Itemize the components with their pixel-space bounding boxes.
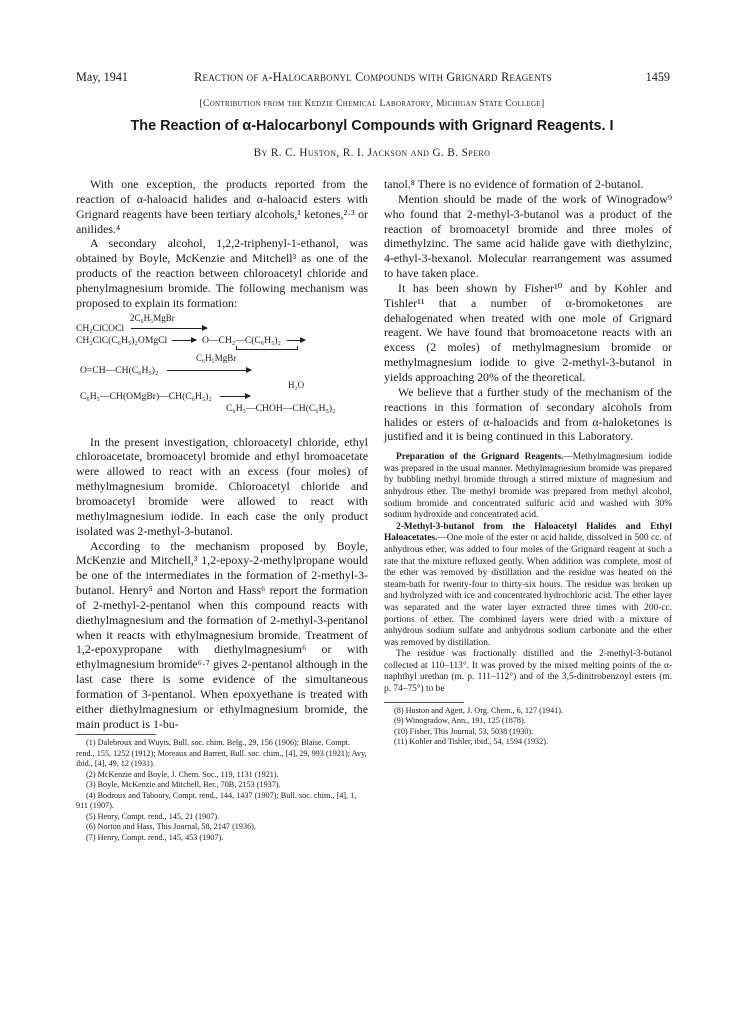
experimental-section: [384, 452, 672, 695]
reaction-arrow: [220, 396, 250, 397]
reaction-arrow: [172, 340, 196, 341]
paragraph: According to the mechanism proposed by Boyle, McKenzie and Mitchell,³ 1,2-epoxy-2-methylpropane would be one of the intermediates in the formation of 2-methyl-3-butanol. Henry⁵ and Norton and Hass⁶ report the formation of 2-methyl-2-pentanol when this compound reacts with diethylmagnesium and the formation of 2-methyl-3-pentanol when it reacts with ethylmagnesium bromide. Treatment of 1,2-epoxypropane with diethylmagnesium⁶ or with ethylmagnesium bromide⁶·⁷ gives 2-pentanol although in the last case there is some evidence of the simultaneous formation of 3-pentanol. When epoxyethane is treated with either diethylmagnesium or ethylmagnesium bromide, the main product is 1-bu-: [76, 538, 368, 731]
footnote: (10) Fisher, This Journal, 53, 5038 (1930).: [394, 726, 534, 736]
section-text: —One mole of the ester or acid halide, dissolved in 500 cc. of anhydrous ether, was added to four moles of the Grignard reagent at such a rate that the mixture refluxed gently. When addition was complete, most of the ether was removed by distillation and the residue was heated on the steam-bath for twenty-four to thirty-six hours. The residue was broken up and hydrolyzed with ice and concentrated hydrochloric acid. The ether layer was separated and the water layer extracted three times with 200-cc. portions of ether. The combined layers were dried with a mixture of anhydrous sodium sulfate and anhydrous sodium carbonate and the ether was removed by distillation.: [384, 533, 672, 648]
footnote: (9) Winogradow, Ann., 191, 125 (1878).: [394, 716, 526, 726]
footnotes: [76, 738, 368, 843]
footnote: (11) Kohler and Tishler, ibid., 54, 1594 (1932).: [394, 737, 549, 747]
epoxide-bond: [236, 346, 298, 350]
scheme-species: O—CH₂—C(C₆H₅)₂: [202, 334, 281, 346]
section-heading: Preparation of the Grignard Reagents.: [396, 452, 564, 463]
reagent-label: H₂O: [288, 379, 305, 390]
paragraph: A secondary alcohol, 1,2,2-triphenyl-1-ethanol, was obtained by Boyle, McKenzie and Mitchell³ as one of the products of the reaction between chloroacetyl chloride and phenylmagnesium bromide. The following mechanism was proposed to explain its formation:: [76, 236, 368, 310]
footnote-rule: [76, 734, 156, 735]
scheme-species: CH₂ClCOCl: [76, 322, 125, 334]
issue-date: May, 1941: [76, 70, 129, 84]
reaction-arrow: [287, 340, 305, 341]
paragraph: [384, 522, 672, 650]
footnote: (1) Dalebroux and Wuyts, Bull. soc. chim. Belg., 29, 156 (1906); Blaise, Compt. rend., 155, 1252 (1912); Moreaux and Barrett, Bull. soc. chim., [4], 29, 993 (1921); Avy, ibid., [4], 49, 12 (1931).: [76, 738, 367, 769]
footnote: (2) McKenzie and Boyle, J. Chem. Soc., 119, 1131 (1921).: [86, 769, 279, 779]
author-byline: By R. C. Huston, R. I. Jackson and G. B. Spero: [253, 147, 491, 159]
paragraph: The residue was fractionally distilled and the 2-methyl-3-butanol collected at 110–113°. It was proved by the mixed melting points of the α-naphthyl urethan (m. p. 111–112°) and of the 3,5-dinitrobenzoyl esters (m. p. 74–75°) to be: [384, 649, 672, 695]
running-head: [76, 70, 670, 86]
reagent-label: C₆H₅MgBr: [196, 352, 237, 363]
footnote: (6) Norton and Hass, This Journal, 58, 2147 (1936).: [86, 822, 256, 832]
footnote: (5) Henry, Compt. rend., 145, 21 (1907).: [86, 811, 220, 821]
scheme-species: C₆H₅—CHOH—CH(C₆H₅)₂: [226, 402, 336, 414]
section-text: —Methylmagnesium iodide was prepared in the usual manner. Methylmagnesium bromide was prepared by bubbling methyl bromide through a stirred mixture of magnesium and anhydrous ether. The methyl bromide was prepared from methyl alcohol, sodium bromide and concentrated sulfuric acid and washed with 30% sodium hydroxide and concentrated acid.: [384, 452, 672, 521]
paragraph: [384, 452, 672, 522]
footnotes: [384, 706, 672, 748]
paragraph: tanol.⁸ There is no evidence of formation of 2-butanol.: [384, 177, 644, 191]
reaction-arrow: [167, 370, 251, 371]
paragraph: Mention should be made of the work of Winogradow⁹ who found that 2-methyl-3-butanol was a product of the reaction of bromoacetyl bromide and three moles of dimethylzinc. The same acid halide gave with diethylzinc, 4-ethyl-3-hexanol. Molecular rearrangement was assumed to have taken place.: [384, 191, 672, 281]
paragraph: With one exception, the products reported from the reaction of α-haloacid halides and α-haloacid esters with Grignard reagents have been tertiary alcohols,¹ ketones,²·³ or anilides.⁴: [76, 177, 368, 236]
paragraph: We believe that a further study of the mechanism of the reactions in this formation of secondary alcohols from halides or esters of α-haloacids and from α-haloketones is justified and it is being continued in this Laboratory.: [384, 384, 672, 444]
paragraph: In the present investigation, chloroacetyl chloride, ethyl chloroacetate, bromoacetyl bromide and ethyl bromoacetate were allowed to react with an excess (four moles) of methylmagnesium bromide. Chloroacetyl chloride and bromoacetyl bromide were allowed to react with methylmagnesium iodide. In each case the only product isolated was 2-methyl-3-butanol.: [76, 434, 368, 538]
article-title: The Reaction of α-Halocarbonyl Compounds with Grignard Reagents. I: [130, 118, 614, 134]
footnote: (7) Henry, Compt. rend., 145, 453 (1907).: [86, 832, 224, 842]
page-number: 1459: [645, 70, 670, 84]
contribution-line: [Contribution from the Kedzie Chemical Laboratory, Michigan State College]: [199, 98, 545, 109]
reagent-label: 2C₆H₅MgBr: [130, 312, 175, 323]
paragraph: It has been shown by Fisher¹⁰ and by Kohler and Tishler¹¹ that a number of α-bromoketones are dehalogenated when treated with one mole of Grignard reagent. We have found that bromoacetone reacts with an excess (2 moles) of methylmagnesium bromide or methylmagnesium iodide to give 2-methyl-3-butanol in yields approaching 20% of the theoretical.: [384, 280, 672, 384]
right-column: [384, 177, 672, 748]
reaction-scheme: [76, 313, 368, 431]
scheme-species: O=CH—CH(C₆H₅)₂: [80, 364, 159, 376]
footnote: (4) Bodroux and Taboury, Compt. rend., 144, 1437 (1907); Bull. soc. chim., [4], 1, 911 (1907).: [76, 790, 357, 811]
left-column: [76, 177, 368, 843]
footnote: (8) Huston and Agett, J. Org. Chem., 6, 127 (1941).: [394, 705, 564, 715]
footnote: (3) Boyle, McKenzie and Mitchell, Ber., 70B, 2153 (1937).: [86, 780, 281, 790]
reaction-arrow: [131, 328, 207, 329]
running-title: Reaction of α-Halocarbonyl Compounds with Grignard Reagents: [194, 70, 552, 84]
footnote-rule: [384, 702, 464, 703]
section-heading: 2-Methyl-3-butanol from the Haloacetyl Halides and Ethyl Haloacetates.: [384, 521, 672, 544]
scheme-species: C₆H₅—CH(OMgBr)—CH(C₆H₅)₂: [80, 390, 212, 402]
scheme-species: CH₂ClC(C₆H₅)₂OMgCl: [76, 334, 168, 346]
